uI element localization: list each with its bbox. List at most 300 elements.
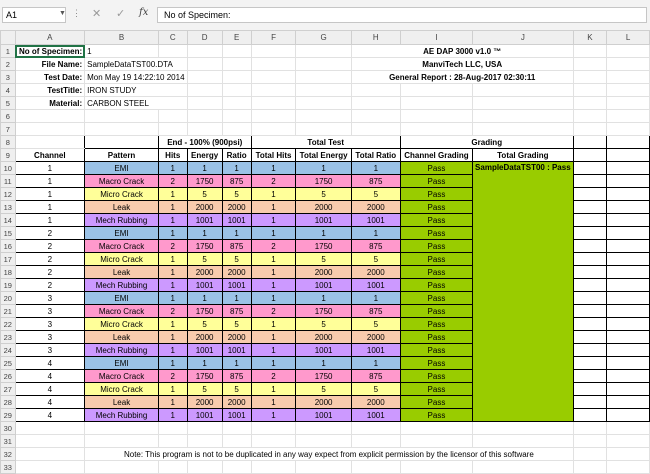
total-hits-cell[interactable]: 1 (251, 162, 296, 175)
channel-cell[interactable]: 2 (15, 279, 85, 292)
cell[interactable] (251, 110, 296, 123)
ratio-cell[interactable]: 5 (222, 383, 251, 396)
row-header[interactable]: 7 (1, 123, 16, 136)
total-energy-cell[interactable]: 1001 (296, 409, 351, 422)
column-header[interactable]: A (15, 31, 85, 45)
hits-cell[interactable]: 1 (158, 253, 187, 266)
cell[interactable] (607, 136, 650, 149)
cell[interactable] (85, 435, 159, 448)
cell[interactable] (607, 175, 650, 188)
cell[interactable] (573, 110, 607, 123)
pattern-cell[interactable]: EMI (85, 162, 159, 175)
pattern-cell[interactable]: Macro Crack (85, 175, 159, 188)
cell[interactable] (473, 422, 574, 435)
column-header[interactable]: G (296, 31, 351, 45)
hits-cell[interactable]: 1 (158, 292, 187, 305)
channel-cell[interactable]: 1 (15, 175, 85, 188)
total-hits-cell[interactable]: 1 (251, 292, 296, 305)
column-header[interactable]: F (251, 31, 296, 45)
cell[interactable] (251, 97, 296, 110)
column-header[interactable]: C (158, 31, 187, 45)
cell[interactable] (222, 58, 251, 71)
cell[interactable] (607, 370, 650, 383)
row-header[interactable]: 15 (1, 227, 16, 240)
specimen-label[interactable]: No of Specimen: (15, 45, 85, 58)
ratio-cell[interactable]: 5 (222, 318, 251, 331)
cell[interactable] (607, 188, 650, 201)
total-ratio-cell[interactable]: 5 (351, 383, 400, 396)
column-header[interactable]: H (351, 31, 400, 45)
cell[interactable] (400, 123, 472, 136)
total-energy-cell[interactable]: 5 (296, 188, 351, 201)
channel-cell[interactable]: 2 (15, 227, 85, 240)
cell[interactable] (607, 97, 650, 110)
row-header[interactable]: 24 (1, 344, 16, 357)
hits-cell[interactable]: 1 (158, 331, 187, 344)
pattern-cell[interactable]: Micro Crack (85, 253, 159, 266)
channel-cell[interactable]: 1 (15, 214, 85, 227)
hits-cell[interactable]: 1 (158, 357, 187, 370)
cell[interactable] (607, 110, 650, 123)
total-ratio-cell[interactable]: 5 (351, 318, 400, 331)
cell[interactable] (222, 97, 251, 110)
cell[interactable] (607, 84, 650, 97)
channel-grading-cell[interactable]: Pass (400, 305, 472, 318)
cell[interactable] (573, 396, 607, 409)
total-energy-cell[interactable]: 1001 (296, 344, 351, 357)
hits-cell[interactable]: 1 (158, 162, 187, 175)
cell[interactable] (473, 97, 574, 110)
cell[interactable] (607, 123, 650, 136)
material-value[interactable]: CARBON STEEL (85, 97, 187, 110)
pattern-cell[interactable]: Leak (85, 201, 159, 214)
row-header[interactable]: 14 (1, 214, 16, 227)
energy-cell[interactable]: 5 (187, 253, 222, 266)
total-hits-cell[interactable]: 1 (251, 396, 296, 409)
cell[interactable] (296, 123, 351, 136)
ratio-cell[interactable]: 875 (222, 370, 251, 383)
total-hits-cell[interactable]: 1 (251, 188, 296, 201)
row-header[interactable]: 21 (1, 305, 16, 318)
cell[interactable] (296, 97, 351, 110)
function-icon[interactable]: fx (139, 7, 149, 18)
total-ratio-cell[interactable]: 1001 (351, 279, 400, 292)
pattern-cell[interactable]: Macro Crack (85, 240, 159, 253)
total-hits-cell[interactable]: 2 (251, 175, 296, 188)
cell[interactable] (400, 461, 472, 474)
cell[interactable] (85, 461, 159, 474)
cell[interactable] (15, 123, 85, 136)
total-ratio-cell[interactable]: 1 (351, 162, 400, 175)
total-hits-cell[interactable]: 1 (251, 279, 296, 292)
cell[interactable] (607, 292, 650, 305)
cell[interactable] (473, 435, 574, 448)
cell[interactable] (400, 422, 472, 435)
hits-cell[interactable]: 1 (158, 214, 187, 227)
total-energy-cell[interactable]: 2000 (296, 331, 351, 344)
cell[interactable] (222, 461, 251, 474)
cell[interactable] (573, 370, 607, 383)
row-header[interactable]: 10 (1, 162, 16, 175)
total-energy-cell[interactable]: 2000 (296, 396, 351, 409)
column-title-channel[interactable]: Channel (15, 149, 85, 162)
channel-grading-cell[interactable]: Pass (400, 162, 472, 175)
hits-cell[interactable]: 1 (158, 201, 187, 214)
total-ratio-cell[interactable]: 1 (351, 357, 400, 370)
cell[interactable] (85, 136, 159, 149)
hits-cell[interactable]: 1 (158, 318, 187, 331)
cell[interactable] (573, 253, 607, 266)
cell[interactable] (187, 84, 222, 97)
cell[interactable] (158, 45, 187, 58)
test-title-value[interactable]: IRON STUDY (85, 84, 187, 97)
cell[interactable] (607, 149, 650, 162)
pattern-cell[interactable]: Leak (85, 266, 159, 279)
cell[interactable] (607, 240, 650, 253)
column-title-total-energy[interactable]: Total Energy (296, 149, 351, 162)
row-header[interactable]: 17 (1, 253, 16, 266)
cell[interactable] (296, 71, 351, 84)
total-energy-cell[interactable]: 5 (296, 383, 351, 396)
column-title-hits[interactable]: Hits (158, 149, 187, 162)
channel-grading-cell[interactable]: Pass (400, 214, 472, 227)
column-header[interactable]: E (222, 31, 251, 45)
total-hits-cell[interactable]: 1 (251, 331, 296, 344)
column-header[interactable]: I (400, 31, 472, 45)
total-ratio-cell[interactable]: 875 (351, 175, 400, 188)
hits-cell[interactable]: 1 (158, 344, 187, 357)
cell[interactable] (573, 136, 607, 149)
total-ratio-cell[interactable]: 2000 (351, 266, 400, 279)
row-header[interactable]: 30 (1, 422, 16, 435)
channel-grading-cell[interactable]: Pass (400, 227, 472, 240)
total-ratio-cell[interactable]: 2000 (351, 331, 400, 344)
cell[interactable] (222, 435, 251, 448)
cell[interactable] (187, 435, 222, 448)
total-ratio-cell[interactable]: 2000 (351, 396, 400, 409)
cell[interactable] (187, 110, 222, 123)
row-header[interactable]: 19 (1, 279, 16, 292)
total-ratio-cell[interactable]: 1001 (351, 344, 400, 357)
cell[interactable] (607, 422, 650, 435)
cell[interactable] (573, 344, 607, 357)
energy-cell[interactable]: 2000 (187, 331, 222, 344)
pattern-cell[interactable]: Macro Crack (85, 370, 159, 383)
channel-grading-cell[interactable]: Pass (400, 331, 472, 344)
cell[interactable] (222, 422, 251, 435)
row-header[interactable]: 33 (1, 461, 16, 474)
cell[interactable] (15, 136, 85, 149)
cell[interactable] (607, 409, 650, 422)
cell[interactable] (222, 123, 251, 136)
hits-cell[interactable]: 1 (158, 188, 187, 201)
channel-grading-cell[interactable]: Pass (400, 253, 472, 266)
channel-cell[interactable]: 3 (15, 331, 85, 344)
ratio-cell[interactable]: 2000 (222, 396, 251, 409)
channel-grading-cell[interactable]: Pass (400, 175, 472, 188)
row-header[interactable]: 3 (1, 71, 16, 84)
cell[interactable] (607, 461, 650, 474)
formula-input[interactable]: No of Specimen: (157, 7, 647, 23)
cell[interactable] (400, 435, 472, 448)
channel-cell[interactable]: 3 (15, 292, 85, 305)
cell[interactable] (296, 461, 351, 474)
channel-cell[interactable]: 1 (15, 188, 85, 201)
cell[interactable] (296, 435, 351, 448)
cell[interactable] (296, 84, 351, 97)
total-hits-cell[interactable]: 1 (251, 253, 296, 266)
column-header[interactable]: L (607, 31, 650, 45)
cell[interactable] (607, 396, 650, 409)
ratio-cell[interactable]: 875 (222, 175, 251, 188)
pattern-cell[interactable]: Leak (85, 331, 159, 344)
ratio-cell[interactable]: 1001 (222, 279, 251, 292)
group-header-grading[interactable]: Grading (400, 136, 573, 149)
ratio-cell[interactable]: 1001 (222, 214, 251, 227)
channel-grading-cell[interactable]: Pass (400, 370, 472, 383)
channel-cell[interactable]: 2 (15, 266, 85, 279)
cell[interactable] (251, 461, 296, 474)
cancel-icon[interactable]: ✕ (92, 8, 102, 20)
total-ratio-cell[interactable]: 2000 (351, 201, 400, 214)
ratio-cell[interactable]: 5 (222, 253, 251, 266)
channel-grading-cell[interactable]: Pass (400, 318, 472, 331)
cell[interactable] (187, 123, 222, 136)
cell[interactable] (351, 123, 400, 136)
row-header[interactable]: 13 (1, 201, 16, 214)
energy-cell[interactable]: 2000 (187, 266, 222, 279)
cell[interactable] (251, 422, 296, 435)
row-header[interactable]: 4 (1, 84, 16, 97)
cell[interactable] (15, 422, 85, 435)
cell[interactable] (473, 123, 574, 136)
channel-grading-cell[interactable]: Pass (400, 344, 472, 357)
channel-cell[interactable]: 4 (15, 383, 85, 396)
total-energy-cell[interactable]: 1750 (296, 240, 351, 253)
cell[interactable] (573, 45, 607, 58)
row-header[interactable]: 5 (1, 97, 16, 110)
name-box[interactable]: A1 (2, 7, 66, 23)
ratio-cell[interactable]: 5 (222, 188, 251, 201)
energy-cell[interactable]: 2000 (187, 396, 222, 409)
cell[interactable] (573, 318, 607, 331)
ratio-cell[interactable]: 875 (222, 305, 251, 318)
cell[interactable] (251, 71, 296, 84)
row-header[interactable]: 16 (1, 240, 16, 253)
cell[interactable] (573, 266, 607, 279)
energy-cell[interactable]: 1001 (187, 279, 222, 292)
cell[interactable] (85, 110, 159, 123)
hits-cell[interactable]: 1 (158, 396, 187, 409)
cell[interactable] (222, 110, 251, 123)
row-header[interactable]: 32 (1, 448, 16, 461)
cell[interactable] (222, 45, 251, 58)
energy-cell[interactable]: 5 (187, 318, 222, 331)
hits-cell[interactable]: 2 (158, 240, 187, 253)
group-header-end[interactable]: End - 100% (900psi) (158, 136, 251, 149)
cell[interactable] (607, 383, 650, 396)
cell[interactable] (400, 97, 472, 110)
cell[interactable] (158, 422, 187, 435)
total-energy-cell[interactable]: 5 (296, 318, 351, 331)
column-header[interactable]: D (187, 31, 222, 45)
cell[interactable] (251, 58, 296, 71)
row-header[interactable]: 31 (1, 435, 16, 448)
channel-cell[interactable]: 3 (15, 305, 85, 318)
channel-grading-cell[interactable]: Pass (400, 383, 472, 396)
energy-cell[interactable]: 1 (187, 357, 222, 370)
total-energy-cell[interactable]: 5 (296, 253, 351, 266)
column-title-total-ratio[interactable]: Total Ratio (351, 149, 400, 162)
test-date-label[interactable]: Test Date: (15, 71, 85, 84)
ratio-cell[interactable]: 2000 (222, 201, 251, 214)
cell[interactable] (158, 461, 187, 474)
pattern-cell[interactable]: Mech Rubbing (85, 344, 159, 357)
cell[interactable] (573, 331, 607, 344)
license-note[interactable]: Note: This program is not to be duplicated in any way expect from explicit permission by the licensor of this software (85, 448, 574, 461)
row-header[interactable]: 23 (1, 331, 16, 344)
channel-grading-cell[interactable]: Pass (400, 240, 472, 253)
energy-cell[interactable]: 1001 (187, 344, 222, 357)
total-energy-cell[interactable]: 2000 (296, 201, 351, 214)
hits-cell[interactable]: 2 (158, 305, 187, 318)
pattern-cell[interactable]: Mech Rubbing (85, 279, 159, 292)
channel-grading-cell[interactable]: Pass (400, 409, 472, 422)
total-hits-cell[interactable]: 2 (251, 240, 296, 253)
company-name[interactable]: ManviTech LLC, USA (351, 58, 573, 71)
cell[interactable] (607, 357, 650, 370)
cell[interactable] (573, 305, 607, 318)
ratio-cell[interactable]: 1001 (222, 344, 251, 357)
hits-cell[interactable]: 1 (158, 409, 187, 422)
ratio-cell[interactable]: 875 (222, 240, 251, 253)
channel-grading-cell[interactable]: Pass (400, 357, 472, 370)
cell[interactable] (251, 45, 296, 58)
energy-cell[interactable]: 1750 (187, 370, 222, 383)
test-date-value[interactable]: Mon May 19 14:22:10 2014 (85, 71, 187, 84)
channel-cell[interactable]: 1 (15, 201, 85, 214)
energy-cell[interactable]: 2000 (187, 201, 222, 214)
cell[interactable] (573, 58, 607, 71)
cell[interactable] (351, 435, 400, 448)
total-hits-cell[interactable]: 1 (251, 201, 296, 214)
cell[interactable] (187, 71, 222, 84)
total-hits-cell[interactable]: 2 (251, 305, 296, 318)
total-hits-cell[interactable]: 1 (251, 409, 296, 422)
column-title-total-hits[interactable]: Total Hits (251, 149, 296, 162)
cell[interactable] (296, 45, 351, 58)
cell[interactable] (15, 110, 85, 123)
energy-cell[interactable]: 5 (187, 383, 222, 396)
total-energy-cell[interactable]: 1 (296, 227, 351, 240)
cell[interactable] (607, 448, 650, 461)
total-energy-cell[interactable]: 1 (296, 162, 351, 175)
chevron-down-icon[interactable]: ▼ (59, 10, 66, 17)
total-ratio-cell[interactable]: 1 (351, 292, 400, 305)
column-title-channel-grading[interactable]: Channel Grading (400, 149, 472, 162)
cell[interactable] (85, 123, 159, 136)
material-label[interactable]: Material: (15, 97, 85, 110)
cell[interactable] (473, 84, 574, 97)
column-title-total-grading[interactable]: Total Grading (473, 149, 574, 162)
energy-cell[interactable]: 1750 (187, 175, 222, 188)
total-ratio-cell[interactable]: 1001 (351, 409, 400, 422)
total-ratio-cell[interactable]: 5 (351, 253, 400, 266)
energy-cell[interactable]: 1750 (187, 305, 222, 318)
cell[interactable] (607, 253, 650, 266)
total-energy-cell[interactable]: 1 (296, 357, 351, 370)
total-ratio-cell[interactable]: 1 (351, 227, 400, 240)
cell[interactable] (573, 227, 607, 240)
channel-cell[interactable]: 3 (15, 318, 85, 331)
cell[interactable] (158, 123, 187, 136)
ratio-cell[interactable]: 1 (222, 162, 251, 175)
energy-cell[interactable]: 1001 (187, 214, 222, 227)
cell[interactable] (400, 84, 472, 97)
cell[interactable] (573, 84, 607, 97)
cell[interactable] (573, 175, 607, 188)
cell[interactable] (573, 461, 607, 474)
cell[interactable] (573, 357, 607, 370)
pattern-cell[interactable]: Macro Crack (85, 305, 159, 318)
row-header[interactable]: 9 (1, 149, 16, 162)
row-header[interactable]: 22 (1, 318, 16, 331)
cell[interactable] (15, 461, 85, 474)
cell[interactable] (85, 422, 159, 435)
pattern-cell[interactable]: Mech Rubbing (85, 214, 159, 227)
pattern-cell[interactable]: Leak (85, 396, 159, 409)
pattern-cell[interactable]: Mech Rubbing (85, 409, 159, 422)
cell[interactable] (607, 331, 650, 344)
ratio-cell[interactable]: 1 (222, 227, 251, 240)
cell[interactable] (251, 435, 296, 448)
cell[interactable] (573, 383, 607, 396)
cell[interactable] (351, 110, 400, 123)
pattern-cell[interactable]: EMI (85, 292, 159, 305)
hits-cell[interactable]: 1 (158, 383, 187, 396)
pattern-cell[interactable]: EMI (85, 227, 159, 240)
column-header[interactable]: B (85, 31, 159, 45)
channel-cell[interactable]: 4 (15, 357, 85, 370)
column-title-energy[interactable]: Energy (187, 149, 222, 162)
cell[interactable] (607, 71, 650, 84)
total-hits-cell[interactable]: 1 (251, 344, 296, 357)
cell[interactable] (296, 110, 351, 123)
cell[interactable] (351, 422, 400, 435)
total-ratio-cell[interactable]: 875 (351, 305, 400, 318)
cell[interactable] (251, 123, 296, 136)
file-name-label[interactable]: File Name: (15, 58, 85, 71)
row-header[interactable]: 28 (1, 396, 16, 409)
cell[interactable] (573, 123, 607, 136)
group-header-total[interactable]: Total Test (251, 136, 400, 149)
cell[interactable] (573, 435, 607, 448)
cell[interactable] (15, 435, 85, 448)
pattern-cell[interactable]: EMI (85, 357, 159, 370)
cell[interactable] (222, 84, 251, 97)
app-title[interactable]: AE DAP 3000 v1.0 ™ (351, 45, 573, 58)
total-energy-cell[interactable]: 1001 (296, 279, 351, 292)
cell[interactable] (473, 110, 574, 123)
cell[interactable] (573, 214, 607, 227)
total-hits-cell[interactable]: 2 (251, 370, 296, 383)
hits-cell[interactable]: 2 (158, 175, 187, 188)
enter-icon[interactable]: ✓ (116, 8, 126, 20)
cell[interactable] (473, 461, 574, 474)
cell[interactable] (607, 45, 650, 58)
channel-cell[interactable]: 2 (15, 240, 85, 253)
row-header[interactable]: 25 (1, 357, 16, 370)
